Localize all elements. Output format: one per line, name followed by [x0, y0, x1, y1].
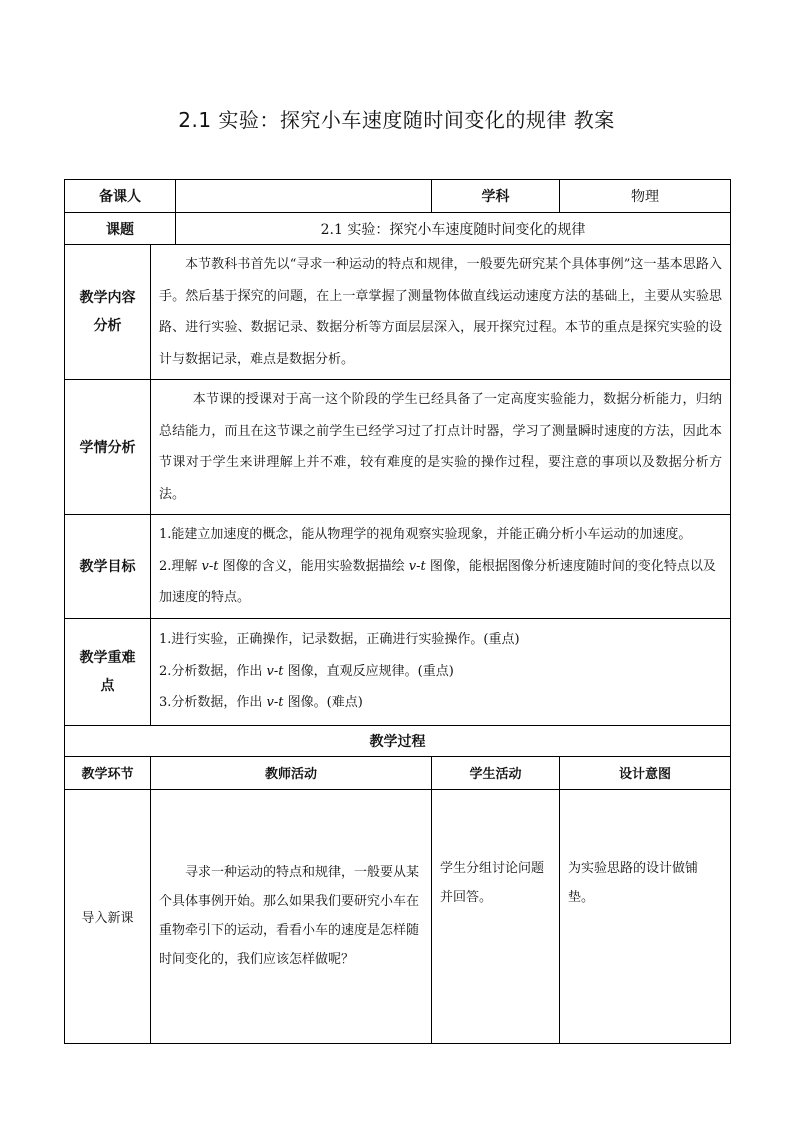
subject-label: 学科 [432, 180, 560, 213]
stage-cell: 导入新课 [65, 789, 151, 1043]
topic-value: 2.1 实验：探究小车速度随时间变化的规律 [176, 213, 731, 245]
header-row-prepare [65, 180, 731, 213]
process-row-intro [65, 789, 731, 1043]
key-point-2-part-b: 图像，直观反应规律。(重点) [283, 663, 454, 679]
key-point-3 [159, 687, 722, 719]
content-analysis-row [65, 245, 731, 380]
goal-item-2-vt-1: v-t [201, 558, 219, 574]
goal-item-2-part-c: 图像，能根据图像分析速度随时间的变化特点以及加速度的特点。 [159, 558, 716, 605]
key-point-2-part-a: 2.分析数据，作出 [159, 663, 267, 679]
col-student-header: 学生活动 [432, 756, 560, 789]
key-points-label-line2: 点 [100, 677, 115, 694]
teacher-activity-cell [151, 789, 432, 1043]
student-analysis-text: 本节课的授课对于高一这个阶段的学生已经具备了一定高度实验能力，数据分析能力，归纳总结能力，而且在这节课之前学生已经学习过了打点计时器，学习了测量瞬时速度的方法，因此本节课对于学生来讲理解上并不难，较有难度的是实验的操作过程，要注意的事项以及数据分析方法。 [151, 380, 731, 515]
student-analysis-row [65, 380, 731, 515]
col-stage-header: 教学环节 [65, 756, 151, 789]
content-analysis-label-line1: 教学内容 [79, 290, 136, 306]
teacher-activity-text: 寻求一种运动的特点和规律，一般要从某个具体事例开始。那么如果我们要研究小车在重物牵引下的运动，看看小车的速度是怎样随时间变化的，我们应该怎样做呢？ [159, 865, 420, 967]
key-points-label-line1: 教学重难 [79, 649, 136, 666]
subject-value: 物理 [560, 180, 731, 213]
process-title-row [65, 725, 731, 756]
prepare-label: 备课人 [65, 180, 176, 213]
student-analysis-label: 学情分析 [65, 380, 151, 515]
process-title: 教学过程 [65, 725, 731, 756]
topic-label: 课题 [65, 213, 176, 245]
prepare-value [176, 180, 432, 213]
key-points-text [151, 618, 731, 725]
content-analysis-label-line2: 分析 [93, 318, 122, 334]
key-points-label [65, 618, 151, 725]
key-point-3-part-b: 图像。(难点) [283, 695, 363, 711]
process-header-row [65, 756, 731, 789]
goal-item-2 [159, 551, 722, 614]
key-point-2-vt: v-t [266, 663, 284, 679]
goals-label: 教学目标 [65, 515, 151, 619]
goal-item-2-part-a: 2.理解 [159, 558, 202, 574]
page-title: 2.1 实验：探究小车速度随时间变化的规律 教案 [178, 108, 615, 132]
design-intent-cell: 为实验思路的设计做铺垫。 [560, 789, 731, 1043]
key-points-row [65, 618, 731, 725]
key-point-3-part-a: 3.分析数据，作出 [159, 695, 267, 711]
key-point-1: 1.进行实验，正确操作，记录数据，正确进行实验操作。(重点) [159, 632, 520, 648]
goal-item-1: 1.能建立加速度的概念，能从物理学的视角观察实验现象，并能正确分析小车运动的加速度。 [159, 527, 692, 542]
key-point-3-vt: v-t [266, 695, 284, 711]
goal-item-2-part-b: 图像的含义，能用实验数据描绘 [218, 558, 409, 574]
col-intent-header: 设计意图 [560, 756, 731, 789]
lesson-plan-table [64, 179, 731, 1044]
key-point-2 [159, 656, 722, 688]
col-teacher-header: 教师活动 [151, 756, 432, 789]
goals-text [151, 515, 731, 619]
content-analysis-label [65, 245, 151, 380]
header-row-topic [65, 213, 731, 245]
student-activity-cell: 学生分组讨论问题并回答。 [432, 789, 560, 1043]
content-analysis-text: 本节教科书首先以“寻求一种运动的特点和规律，一般要先研究某个具体事例”这一基本思路入手。然后基于探究的问题，在上一章掌握了测量物体做直线运动速度方法的基础上，主要从实验思路、进行实验、数据记录、数据分析等方面层层深入，展开探究过程。本节的重点是探究实验的设计与数据记录，难点是数据分析。 [151, 245, 731, 380]
goals-row [65, 515, 731, 619]
goal-item-2-vt-2: v-t [408, 558, 426, 574]
